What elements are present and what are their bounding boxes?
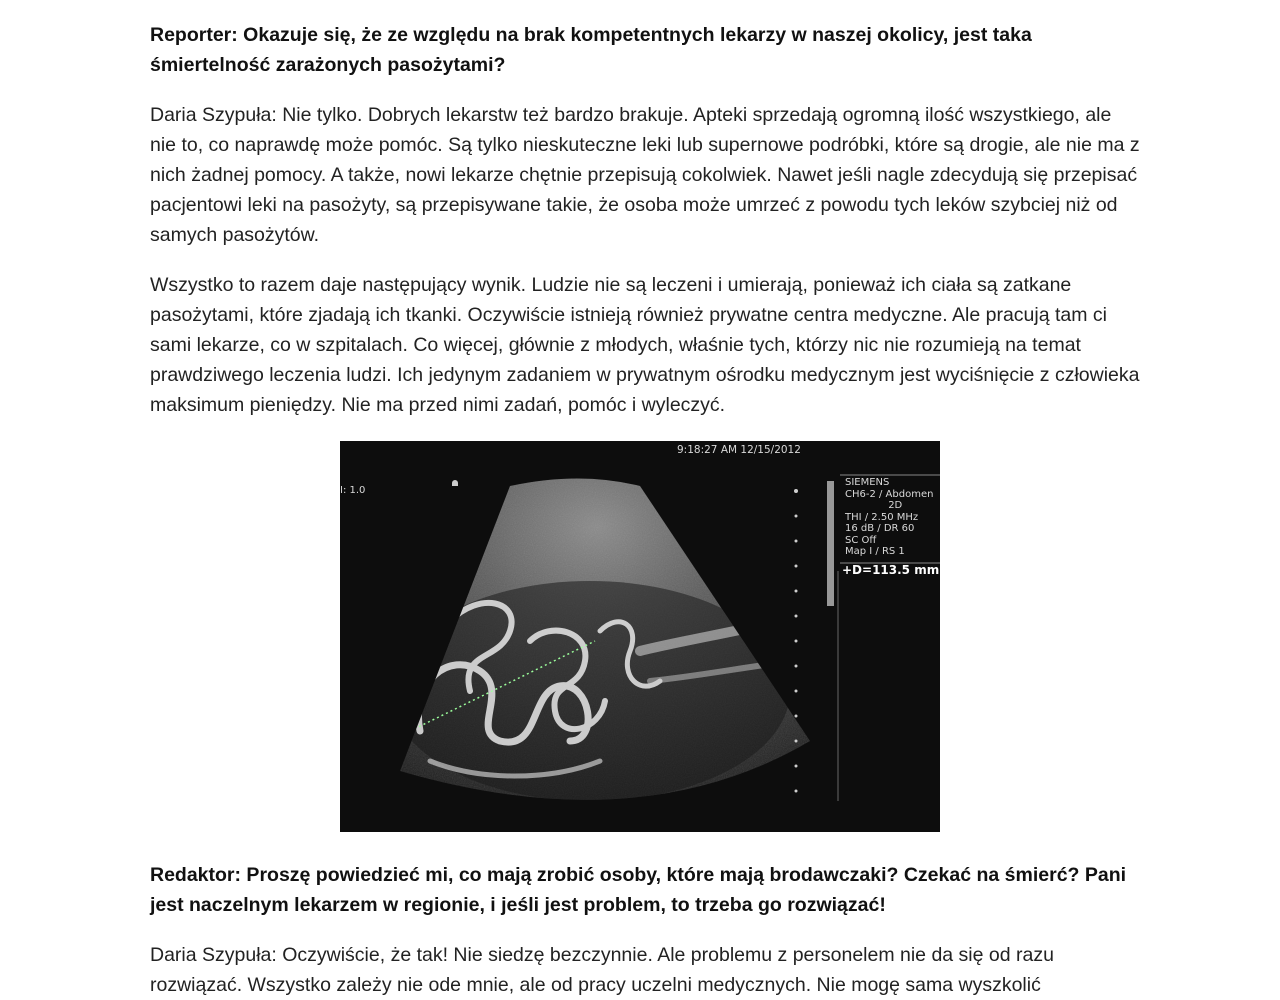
question-reporter: Reporter: Okazuje się, że ze względu na brak kompetentnych lekarzy w naszej okolicy, jest taka śmiertelność zarażonych pasożytami? [150,24,1032,76]
gain-label: 16 dB / DR 60 [845,523,915,534]
brand-label: SIEMENS [845,477,890,488]
ultrasound-zoom [340,485,365,496]
answer-paragraph-1: Daria Szypuła: Nie tylko. Dobrych lekarstw też bardzo brakuje. Apteki sprzedają ogromną ilość wszystkiego, ale nie to, co naprawdę może pomóc. Są tylko nieskuteczne leki lub supernowe podróbki, które są drogie, ale nie ma z nich żadnej pomocy. A także, nowi lekarze chętnie przepisują cokolwiek. Nawet jeśli nagle zdecydują się przepisać pacjentowi leki na pasożyty, są przepisywane takie, że osoba może umrzeć z powodu tych leków szybciej niż od samych pasożytów. [150,104,1140,246]
answer-paragraph-2: Wszystko to razem daje następujący wynik. Ludzie nie są leczeni i umierają, ponieważ ich ciała są zatkane pasożytami, które zjadają ich tkanki. Oczywiście istnieją również prywatne centra medyczne. Ale pracują tam ci sami lekarze, co w szpitalach. Co więcej, głównie z młodych, właśnie tych, którzy nic nie rozumieją na temat prawdziwego leczenia ludzi. Ich jedynym zadaniem w prywatnym ośrodku medycznym jest wyciśnięcie z człowieka maksimum pieniędzy. Nie ma przed nimi zadań, pomóc i wyleczyć. [150,274,1140,416]
answer-paragraph-3: Daria Szypuła: Oczywiście, że tak! Nie siedzę bezczynnie. Ale problemu z personelem nie da się od razu rozwiązać. Wszystko zależy nie ode mnie, ale od pracy uczelni medycznych. Nie mogę sama wyszkolić [150,944,1054,996]
question-editor: Redaktor: Proszę powiedzieć mi, co mają zrobić osoby, które mają brodawczaki? Czekać na śmierć? Pani jest naczelnym lekarzem w regionie, i jeśli jest problem, to trzeba go rozwiązać! [150,864,1127,916]
map-label: Map I / RS 1 [845,546,905,557]
frequency-label: THI / 2.50 MHz [845,511,919,523]
ultrasound-image [340,441,940,832]
zoom-prefix: I: [340,485,350,496]
mode-label: 2D [888,500,903,511]
ultrasound-timestamp: 9:18:27 AM 12/15/2012 [677,444,801,456]
ultrasound-settings-panel [845,477,933,558]
measurement-readout: +D=113.5 mm [842,563,940,577]
probe-label: CH6-2 / Abdomen [845,488,934,500]
sc-label: SC Off [845,534,877,546]
zoom-value: 1.0 [349,485,366,496]
